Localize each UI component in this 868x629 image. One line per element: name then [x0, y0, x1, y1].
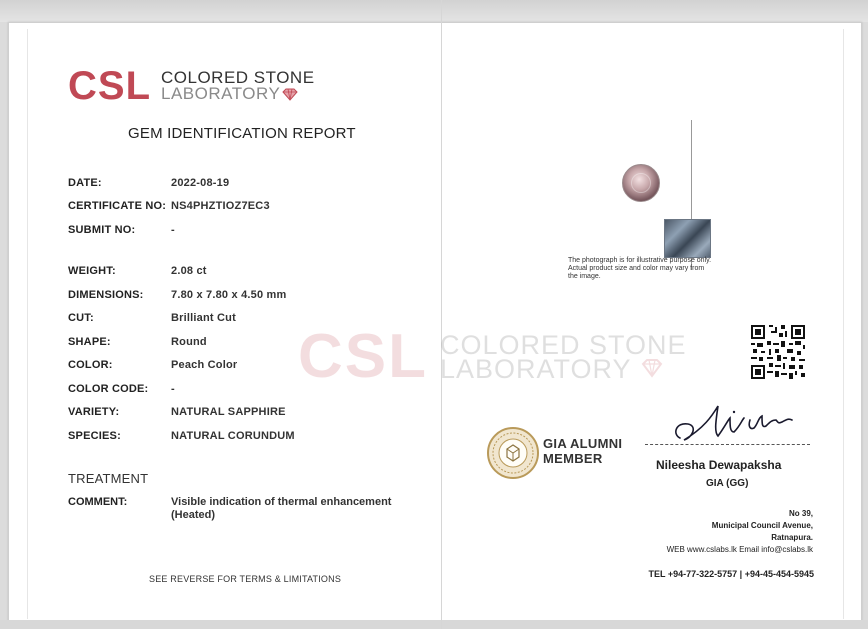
- watermark-mark: CSL: [298, 322, 428, 391]
- field-value: 2.08 ct: [171, 265, 207, 277]
- lab-logo: [68, 66, 315, 106]
- field-label: SPECIES:: [68, 430, 121, 442]
- comment-label: COMMENT:: [68, 496, 128, 508]
- field-value: NATURAL CORUNDUM: [171, 430, 295, 442]
- field-label: CERTIFICATE NO:: [68, 200, 167, 212]
- watermark-line2: LABORATORY: [440, 357, 687, 381]
- hologram-sticker: [664, 219, 711, 258]
- gia-seal-icon: [487, 427, 539, 479]
- field-row-color: [68, 359, 237, 371]
- photo-disclaimer: The photograph is for illustrative purpose only. Actual product size and color may vary from the image.: [568, 257, 712, 280]
- signatory-name: Nileesha Dewapaksha: [656, 458, 782, 472]
- field-value: 7.80 x 7.80 x 4.50 mm: [171, 289, 287, 301]
- watermark-logo: [298, 322, 687, 391]
- watermark-line1: COLORED STONE: [440, 330, 687, 360]
- field-row-shape: [68, 336, 207, 348]
- lab-address: [620, 508, 813, 556]
- field-row-species: [68, 430, 295, 442]
- qr-code-icon: [751, 325, 805, 379]
- scan-bottom-edge: [0, 620, 868, 629]
- address-line2: Municipal Council Avenue,: [711, 521, 813, 530]
- comment-row: [68, 496, 411, 522]
- field-value: NATURAL SAPPHIRE: [171, 406, 286, 418]
- address-line1: No 39,: [788, 509, 813, 518]
- field-value: -: [171, 383, 175, 395]
- field-row-submit: [68, 224, 175, 236]
- watermark-gem-icon: [640, 358, 664, 378]
- field-label: CUT:: [68, 312, 94, 324]
- field-label: VARIETY:: [68, 406, 120, 418]
- center-fold: [441, 0, 442, 629]
- field-row-variety: [68, 406, 286, 418]
- scan-top-edge: [0, 0, 868, 22]
- field-row-weight: [68, 265, 207, 277]
- telephone-line: TEL +94-77-322-5757 | +94-45-454-5945: [648, 569, 814, 579]
- field-label: WEIGHT:: [68, 265, 116, 277]
- field-row-date: [68, 177, 229, 189]
- diamond-icon: [282, 88, 298, 101]
- web-email-line: WEB www.cslabs.lk Email info@cslabs.lk: [666, 545, 813, 554]
- report-title: GEM IDENTIFICATION REPORT: [128, 125, 356, 142]
- logo-line1: COLORED STONE: [161, 68, 315, 87]
- field-label: SHAPE:: [68, 336, 111, 348]
- comment-value: Visible indication of thermal enhancement (Heated): [171, 496, 392, 521]
- field-label: DATE:: [68, 177, 102, 189]
- address-line3: Ratnapura.: [771, 533, 813, 542]
- gia-member-text: [543, 436, 622, 466]
- logo-line2: LABORATORY: [161, 86, 315, 102]
- signature-image: [658, 398, 828, 448]
- field-label: SUBMIT NO:: [68, 224, 136, 236]
- field-value: Round: [171, 336, 207, 348]
- field-label: COLOR CODE:: [68, 383, 149, 395]
- gia-line2: MEMBER: [543, 451, 603, 466]
- field-value: Peach Color: [171, 359, 238, 371]
- field-value: Brilliant Cut: [171, 312, 236, 324]
- gemstone-photo: [622, 164, 660, 202]
- terms-note: SEE REVERSE FOR TERMS & LIMITATIONS: [149, 574, 342, 584]
- field-value: 2022-08-19: [171, 177, 230, 189]
- field-row-certificate: [68, 200, 270, 212]
- logo-mark: CSL: [68, 64, 151, 108]
- field-row-color-code: [68, 383, 175, 395]
- field-label: COLOR:: [68, 359, 113, 371]
- signatory-title: GIA (GG): [706, 478, 749, 489]
- field-value: NS4PHZTIOZ7EC3: [171, 200, 270, 212]
- field-row-cut: [68, 312, 236, 324]
- field-row-dimensions: [68, 289, 287, 301]
- field-value: -: [171, 224, 175, 236]
- gia-line1: GIA ALUMNI: [543, 436, 623, 451]
- treatment-heading: TREATMENT: [68, 471, 149, 486]
- signature-line: [645, 444, 810, 445]
- field-label: DIMENSIONS:: [68, 289, 144, 301]
